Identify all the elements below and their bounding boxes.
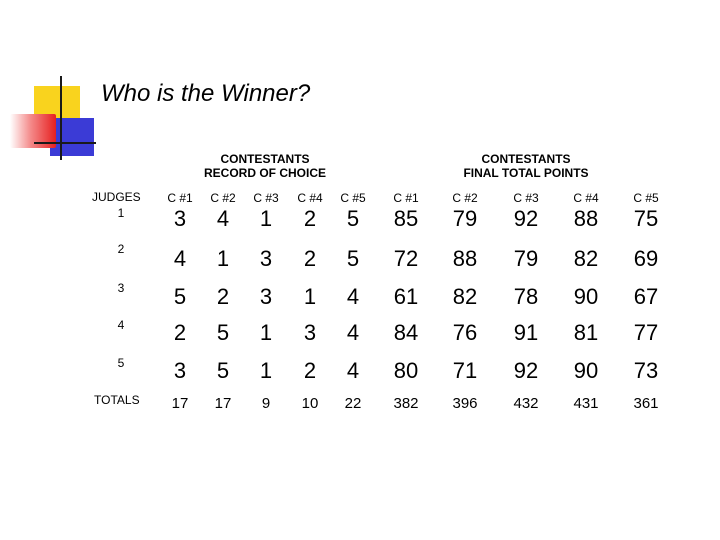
table-cell: 61: [393, 284, 419, 309]
table-cell: 2: [216, 284, 230, 309]
table-cell: 3: [259, 284, 273, 309]
total-cell: 396: [452, 395, 478, 412]
table-cell: 67: [633, 284, 659, 309]
table-cell: 5: [346, 246, 360, 271]
total-cell: 431: [573, 395, 599, 412]
slide-title: Who is the Winner?: [101, 80, 311, 107]
judge-number: 2: [117, 242, 125, 256]
table-cell: 71: [452, 358, 478, 383]
column-header: C #2: [452, 191, 478, 205]
table-cell: 77: [633, 320, 659, 345]
table-cell: 4: [346, 284, 360, 309]
table-cell: 91: [513, 320, 539, 345]
table-cell: 1: [259, 206, 273, 231]
table-cell: 3: [259, 246, 273, 271]
table-cell: 90: [573, 358, 599, 383]
header-points-line-2: FINAL TOTAL POINTS: [463, 166, 589, 180]
table-cell: 4: [346, 320, 360, 345]
table-cell: 79: [513, 246, 539, 271]
table-cell: 92: [513, 206, 539, 231]
table-cell: 1: [259, 320, 273, 345]
header-choice-line-1: CONTESTANTS: [220, 152, 310, 166]
total-cell: 22: [344, 395, 362, 412]
column-header: C #1: [393, 191, 419, 205]
table-cell: 1: [259, 358, 273, 383]
judge-number: 4: [117, 318, 125, 332]
horizontal-rule-decoration: [34, 142, 96, 144]
header-points-line-1: CONTESTANTS: [481, 152, 571, 166]
table-cell: 3: [173, 206, 187, 231]
table-cell: 85: [393, 206, 419, 231]
table-cell: 2: [303, 206, 317, 231]
total-cell: 361: [633, 395, 659, 412]
column-header: C #5: [340, 191, 366, 205]
column-header: C #3: [253, 191, 279, 205]
table-cell: 4: [173, 246, 187, 271]
total-cell: 382: [393, 395, 419, 412]
table-cell: 78: [513, 284, 539, 309]
table-cell: 80: [393, 358, 419, 383]
header-record-of-choice: [170, 152, 360, 180]
table-cell: 1: [216, 246, 230, 271]
table-cell: 72: [393, 246, 419, 271]
column-header: C #5: [633, 191, 659, 205]
table-cell: 79: [452, 206, 478, 231]
total-cell: 9: [261, 395, 271, 412]
table-cell: 75: [633, 206, 659, 231]
total-cell: 17: [171, 395, 189, 412]
table-cell: 2: [303, 358, 317, 383]
judge-number: 1: [117, 206, 125, 220]
table-cell: 76: [452, 320, 478, 345]
header-final-total-points: [424, 152, 628, 180]
table-cell: 5: [216, 358, 230, 383]
vertical-rule-decoration: [60, 76, 62, 160]
table-cell: 90: [573, 284, 599, 309]
judge-number: 3: [117, 281, 125, 295]
table-cell: 88: [452, 246, 478, 271]
column-header: C #3: [513, 191, 539, 205]
table-cell: 5: [173, 284, 187, 309]
column-header: C #2: [210, 191, 236, 205]
totals-label: TOTALS: [94, 393, 140, 407]
table-cell: 73: [633, 358, 659, 383]
table-cell: 2: [173, 320, 187, 345]
table-cell: 3: [303, 320, 317, 345]
table-cell: 82: [452, 284, 478, 309]
table-cell: 69: [633, 246, 659, 271]
header-choice-line-2: RECORD OF CHOICE: [203, 166, 326, 180]
table-cell: 88: [573, 206, 599, 231]
column-header: C #4: [297, 191, 323, 205]
table-cell: 2: [303, 246, 317, 271]
column-header: C #1: [167, 191, 193, 205]
table-cell: 84: [393, 320, 419, 345]
table-cell: 1: [303, 284, 317, 309]
column-header: C #4: [573, 191, 599, 205]
table-cell: 5: [346, 206, 360, 231]
blue-square-decoration: [50, 118, 94, 156]
total-cell: 10: [301, 395, 319, 412]
table-cell: 82: [573, 246, 599, 271]
table-cell: 81: [573, 320, 599, 345]
total-cell: 432: [513, 395, 539, 412]
total-cell: 17: [214, 395, 232, 412]
table-cell: 4: [216, 206, 230, 231]
table-cell: 92: [513, 358, 539, 383]
table-cell: 4: [346, 358, 360, 383]
table-cell: 5: [216, 320, 230, 345]
judges-label: JUDGES: [92, 190, 141, 204]
judge-number: 5: [117, 356, 125, 370]
table-cell: 3: [173, 358, 187, 383]
